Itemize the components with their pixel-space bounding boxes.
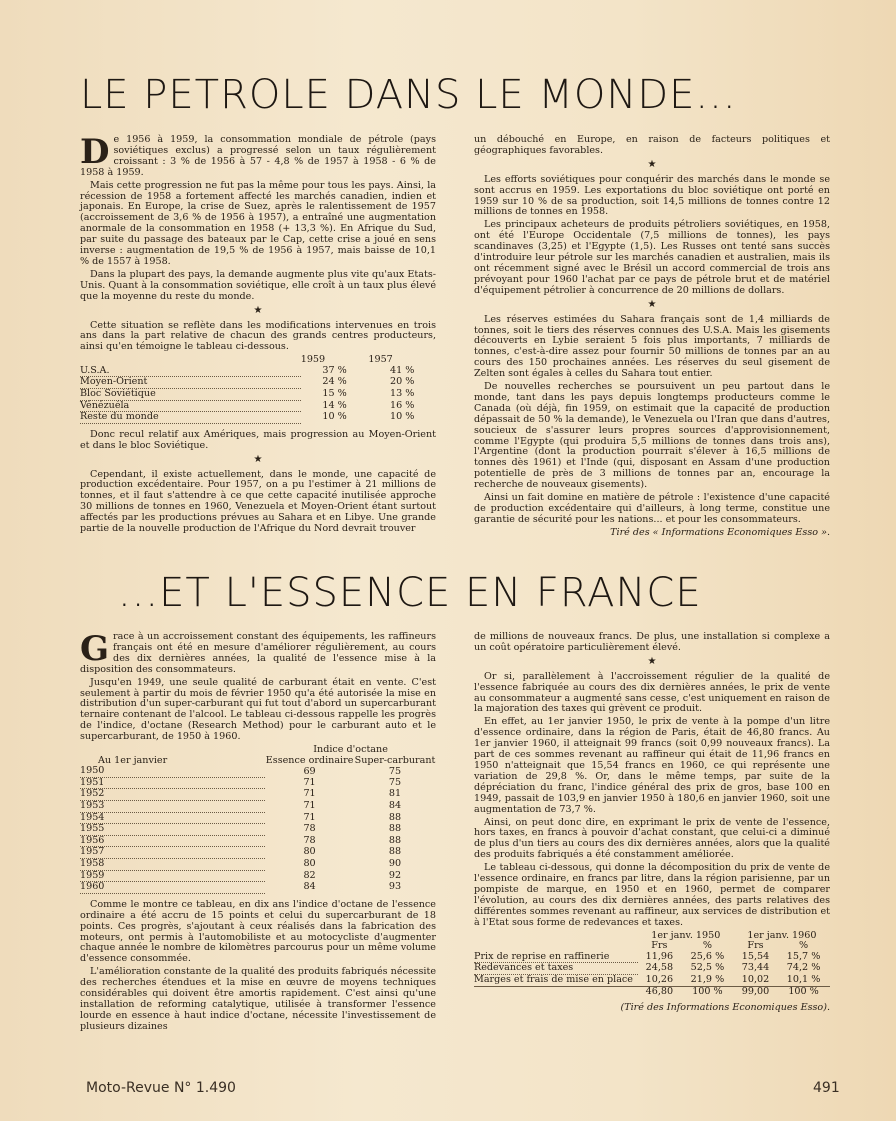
row-label: U.S.A. <box>80 366 301 377</box>
table-header <box>80 355 301 366</box>
row-value: 84 <box>303 881 316 893</box>
table-row <box>80 835 436 847</box>
row-label: 1955 <box>80 824 265 836</box>
row-value: 46,80 <box>638 986 681 997</box>
table-row <box>80 812 436 824</box>
row-value: 10,26 <box>645 973 674 985</box>
row-value: 75 <box>388 776 402 788</box>
row-value: 80 <box>303 846 316 858</box>
row-label: 1956 <box>80 835 265 847</box>
row-value: 93 <box>388 881 402 893</box>
row-value: 52,5 % <box>690 962 725 974</box>
price-subheader: % <box>702 940 712 952</box>
row-value: 21,9 % <box>690 973 725 985</box>
article2-p5: de millions de nouveaux francs. De plus, une installation si complexe a un coût opératoire particulièrement élevé. <box>474 631 830 653</box>
producers-table <box>80 355 436 424</box>
table-row <box>80 412 436 424</box>
row-value: 11,96 <box>645 951 674 962</box>
row-label: Moyen-Orient <box>80 377 301 389</box>
article1-source: Tiré des « Informations Economiques Esso ». <box>610 526 830 538</box>
table-row <box>80 801 436 813</box>
row-value: 78 <box>303 823 316 835</box>
price-subheader: Frs <box>747 940 764 952</box>
table-row <box>80 400 436 412</box>
article1-p3: Dans la plupart des pays, la demande augmente plus vite qu'aux Etats-Unis. Quant à la consommation soviétique, elle croît à un taux plus élevé que la moyenne du reste du monde. <box>80 268 436 302</box>
article2-source: (Tiré des Informations Economiques Esso). <box>620 1002 830 1014</box>
row-value: 71 <box>303 800 316 812</box>
separator-star: ★ <box>647 655 657 667</box>
article1-p9: Les principaux acheteurs de produits pétroliers soviétiques, en 1958, ont été l'Europe Occidentale (7,5 millions de tonnes), les pays scandinaves (3,25) et l'Egypte (1,5). Les Russes ont tenté sans succès d'introduire leur pétrole sur les marchés canadien et australien, mais ils ont récemment signé avec le Brésil un accord commercial de trois ans prévoyant pour 1960 l'achat par ce pays de pétrole brut et de matériel d'équipement pétrolier à concurrence de 20 millions de dollars. <box>474 219 830 296</box>
article1-p1: e 1956 à 1959, la consommation mondiale de pétrole (pays soviétiques exclus) a progressé selon un taux régulièrement croissant : 3 % de 1956 à 57 - 4,8 % de 1957 à 1958 - 6 % de 1958 à 1959. <box>80 134 436 178</box>
separator-star: ★ <box>253 453 263 465</box>
row-value: 14 % <box>322 399 347 411</box>
row-label: Marges et frais de mise en place <box>474 974 638 986</box>
row-value: 92 <box>388 869 402 881</box>
table-total-row <box>474 986 830 997</box>
octane-group-header: Indice d'octane <box>313 744 388 756</box>
article2-p9: Le tableau ci-dessous, qui donne la décomposition du prix de vente de l'essence ordinaire, en francs par litre, dans la région parisienne, par un pompiste de marque, en 1950 et en 1960, permet de comparer l'évolution, au cours des dix dernières années, des parts relatives des différentes sommes revenant au raffineur, aux services de distribution et à l'Etat sous forme de redevances et taxes. <box>474 862 830 928</box>
table-header: 1957 <box>368 354 393 366</box>
row-value: 69 <box>303 765 316 777</box>
article2-p6: Or si, parallèlement à l'accroissement régulier de la qualité de l'essence fabriquée au cours des dix dernières années, le prix de vente au consommateur a augmenté sans cesse, c'est uniquement en raison de la majoration des taxes qui grèvent ce produit. <box>474 670 830 715</box>
row-value: 88 <box>388 846 402 858</box>
row-value: 82 <box>303 869 316 881</box>
table-row <box>80 766 436 777</box>
octane-col-ordinaire: Essence ordinaire <box>265 754 354 766</box>
article2-p1: race à un accroissement constant des équipements, les raffineurs français ont été en mesure d'améliorer régulièrement, au cours des dix dernières années, la qualité de l'essence mise à la disposition des consommateurs. <box>80 631 436 675</box>
row-value: 16 % <box>389 399 415 411</box>
row-label: Prix de reprise en raffinerie <box>474 952 638 963</box>
row-value: 24 % <box>322 376 347 388</box>
row-label: Reste du monde <box>80 412 301 424</box>
row-value: 15,54 <box>741 951 770 962</box>
article1-left-column <box>80 132 436 537</box>
row-value: 88 <box>388 811 402 823</box>
row-label: Vénézuéla <box>80 400 301 412</box>
row-value: 10,02 <box>741 973 770 985</box>
row-value: 10 % <box>389 411 415 423</box>
table-row <box>80 824 436 836</box>
row-value: 15 % <box>322 388 347 399</box>
price-subheader: % <box>799 940 809 952</box>
price-header-1960: 1er janv. 1960 <box>747 929 817 941</box>
row-value: 13 % <box>389 388 415 399</box>
table-row <box>80 377 436 389</box>
table-row <box>474 974 830 986</box>
row-value: 10 % <box>322 411 347 423</box>
article2-p2: Jusqu'en 1949, une seule qualité de carburant était en vente. C'est seulement à partir du mois de février 1950 qu'a été autorisée la mise en distribution d'un super-carburant qui fut tout d'abord un supercarburant ternaire contenant de l'alcool. Le tableau ci-dessous rappelle les progrès de l'indice, d'octane (Research Method) pour le carburant auto et le supercarburant, de 1950 à 1960. <box>80 676 436 743</box>
row-value: 15,7 % <box>786 951 821 962</box>
row-label: Bloc Soviétique <box>80 389 301 401</box>
row-label: 1960 <box>80 882 265 894</box>
row-value: 90 <box>388 858 402 869</box>
separator-star: ★ <box>647 158 657 170</box>
article2-left-column <box>80 629 436 1035</box>
row-value: 81 <box>388 788 402 800</box>
octane-col-super: Super-carburant <box>354 754 436 766</box>
article1-p5: Donc recul relatif aux Amériques, mais progression au Moyen-Orient et dans le bloc Soviétique. <box>80 428 436 451</box>
octane-table <box>80 745 436 894</box>
separator-star: ★ <box>647 298 657 310</box>
dropcap-g: G <box>80 629 110 669</box>
article2-right-column <box>474 632 830 1014</box>
row-value: 20 % <box>389 376 415 388</box>
article1-p12: Ainsi un fait domine en matière de pétrole : l'existence d'une capacité de production excédentaire qui d'ailleurs, à long terme, constitue une garantie de sécurité pour les nations... et pour les consommateurs. <box>474 492 830 525</box>
row-value: 75 <box>388 765 402 777</box>
row-value: 73,44 <box>741 962 770 974</box>
table-row <box>80 870 436 882</box>
table-row <box>474 952 830 963</box>
article1-p4: Cette situation se reflète dans les modifications intervenues en trois ans dans la part relative de chacun des grands centres producteurs, ainsi qu'en témoigne le tableau ci-dessous. <box>80 319 436 353</box>
row-value: 24,58 <box>645 962 674 974</box>
row-label <box>474 986 638 997</box>
footer-magazine-issue: Moto-Revue N° 1.490 <box>86 1080 236 1096</box>
price-header-1950: 1er janv. 1950 <box>651 929 721 941</box>
row-label: 1958 <box>80 859 265 871</box>
article2-p8: Ainsi, on peut donc dire, en exprimant le prix de vente de l'essence, hors taxes, en francs à pouvoir d'achat constant, que celui-ci a diminué de plus d'un tiers au cours des dix dernières années, alors que la qualité des produits fabriqués a été constamment améliorée. <box>474 816 830 861</box>
row-label: 1953 <box>80 801 265 813</box>
separator-star: ★ <box>253 304 263 316</box>
article1-p8: Les efforts soviétiques pour conquérir des marchés dans le monde se sont accrus en 1959. Les exportations du bloc soviétique ont porté en 1959 sur 10 % de sa production, soit 14,5 millions de tonnes contre 12 millions de tonnes en 1958. <box>474 173 830 218</box>
article-title-essence: ...ET L'ESSENCE EN FRANCE <box>118 570 702 616</box>
row-value: 80 <box>303 858 316 869</box>
row-value: 78 <box>303 834 316 846</box>
footer-page-number: 491 <box>813 1080 840 1096</box>
row-value: 88 <box>388 823 402 835</box>
row-value: 25,6 % <box>690 951 725 962</box>
row-label: Redevances et taxes <box>474 963 638 975</box>
article1-p2: Mais cette progression ne fut pas la même pour tous les pays. Ainsi, la récession de 1958 a fortement affecté les marchés canadien, indien et japonais. En Europe, la crise de Suez, après le ralentissement de 1957 (accroissement de 3,6 % de 1956 à 1957), a entraîné une augmentation anormale de la consommation en 1958 (+ 13,3 %). En Afrique du Sud, par suite du passage des bateaux par le Cap, cette crise a joué en sens inverse : augmentation de 19,5 % de 1956 à 1957, mais baisse de 10,1 % de 1557 à 1958. <box>80 179 436 267</box>
table-row <box>474 963 830 975</box>
table-row <box>80 882 436 894</box>
octane-col-date: Au 1er janvier <box>98 754 168 766</box>
row-label: 1954 <box>80 812 265 824</box>
article2-p3: Comme le montre ce tableau, en dix ans l'indice d'octane de l'essence ordinaire a été accru de 15 points et celui du supercarburant de 18 points. Ces progrès, s'ajoutant à ceux réalisés dans la fabrication des moteurs, ont permis à l'automobiliste et au motocycliste d'augmenter chaque année le nombre de kilomètres parcourus pour un même volume d'essence consommée. <box>80 898 436 965</box>
table-header: 1959 <box>300 354 326 366</box>
table-row <box>80 389 436 401</box>
table-row <box>80 847 436 859</box>
table-row <box>80 789 436 801</box>
article1-intro <box>80 132 436 179</box>
row-value: 88 <box>388 834 402 846</box>
row-value: 100 % <box>777 986 830 997</box>
dropcap-d: D <box>80 132 110 172</box>
price-subheader: Frs <box>651 940 668 952</box>
table-row <box>80 777 436 789</box>
article1-right-column <box>474 135 830 539</box>
table-row <box>80 859 436 871</box>
row-value: 41 % <box>389 365 415 377</box>
row-value: 71 <box>303 811 316 823</box>
article-title-petrole: LE PETROLE DANS LE MONDE... <box>80 72 737 118</box>
row-label: 1957 <box>80 847 265 859</box>
row-label: 1952 <box>80 789 265 801</box>
row-value: 10,1 % <box>786 973 821 985</box>
article1-p6: Cependant, il existe actuellement, dans le monde, une capacité de production excédentaire. Pour 1957, on a pu l'estimer à 21 millions de tonnes, et il faut s'attendre à ce que cette capacité inutilisée approche 30 millions de tonnes en 1960, Venezuela et Moyen-Orient étant surtout affectés par les productions prévues au Sahara et en Libye. Une grande partie de la nouvelle production de l'Afrique du Nord devrait trouver <box>80 468 436 535</box>
table-row <box>80 366 436 377</box>
article1-p11: De nouvelles recherches se poursuivent un peu partout dans le monde, tant dans les pays depuis longtemps producteurs comme le Canada (où déjà, fin 1959, on estimait que la capacité de production dépassait de 50 % la demande), le Venezuela ou l'Iran que dans d'autres, soucieux de s'assurer leurs propres sources d'approvisionnement, comme l'Egypte (qui produira 5,5 millions de tonnes dans trois ans), l'Argentine (dont la production pourrait s'élever à 16,5 millions de tonnes dès 1961) et l'Inde (qui, disposant en Assam d'une production potentielle de près de 3 millions de tonnes par an, encourage la recherche de nouveaux gisements). <box>474 381 830 491</box>
article2-intro <box>80 629 436 676</box>
row-value: 100 % <box>681 986 734 997</box>
article1-p10: Les réserves estimées du Sahara français sont de 1,4 milliards de tonnes, soit le tiers des réserves connues des U.S.A. Mais les gisements découverts en Lybie seraient 5 fois plus importants, 7 milliards de tonnes, c'est-à-dire assez pour fournir 50 millions de tonnes par an au cours des 150 prochaines années. Les réserves du seul gisement de Zelten sont égales à celles du Sahara tout entier. <box>474 313 830 380</box>
row-label: 1950 <box>80 766 265 777</box>
article2-p4: L'amélioration constante de la qualité des produits fabriqués nécessite des recherches étendues et la mise en œuvre de moyens techniques considérables qui doivent être amortis rapidement. C'est ainsi qu'une installation de reforming catalytique, utilisée à transformer l'essence lourde en essence à haut indice d'octane, nécessite l'investissement de plusieurs dizaines <box>80 966 436 1032</box>
row-value: 99,00 <box>734 986 777 997</box>
article1-p7: un débouché en Europe, en raison de facteurs politiques et géographiques favorables. <box>474 134 830 156</box>
row-value: 84 <box>388 800 402 812</box>
price-table <box>474 931 830 998</box>
row-value: 74,2 % <box>786 962 821 974</box>
row-value: 71 <box>303 776 316 788</box>
row-label: 1959 <box>80 870 265 882</box>
row-label: 1951 <box>80 777 265 789</box>
row-value: 37 % <box>322 365 347 377</box>
article2-p7: En effet, au 1er janvier 1950, le prix de vente à la pompe d'un litre d'essence ordinaire, dans la région de Paris, était de 46,80 francs. Au 1er janvier 1960, il atteignait 99 francs (soit 0,99 nouveaux francs). La part de ces sommes revenant au raffineur qui était de 11,96 francs en 1950 n'atteignait que 15,54 francs en 1960, ce qui représente une variation de 29,8 %. Or, dans le même temps, par suite de la dépréciation du franc, l'indice général des prix de gros, base 100 en 1949, passait de 103,9 en janvier 1950 à 180,6 en janvier 1960, soit une augmentation de 73,7 %. <box>474 716 830 815</box>
row-value: 71 <box>303 788 316 800</box>
